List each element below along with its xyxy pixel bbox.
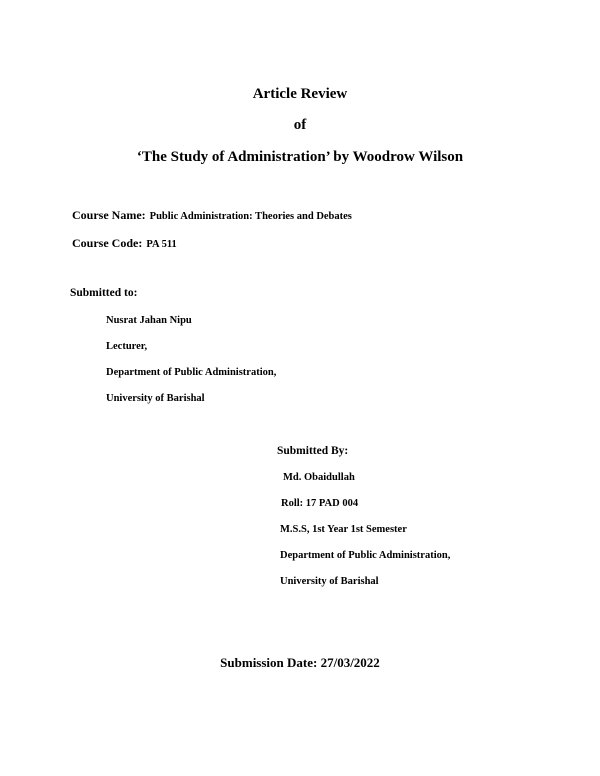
course-name-label: Course Name: [72,208,146,222]
title-line-3: ‘The Study of Administration’ by Woodrow Wilson [136,149,464,165]
submitted-to-title: Lecturer, [106,341,148,352]
submitted-by-department: Department of Public Administration, [280,550,451,561]
course-name-row [72,206,352,224]
submitted-to-department: Department of Public Administration, [106,367,277,378]
submitted-by-semester: M.S.S, 1st Year 1st Semester [280,524,407,535]
submitted-to-university: University of Barishal [106,393,205,404]
course-code-value: PA 511 [146,239,177,250]
submitted-by-heading: Submitted By: [277,445,349,457]
submission-date: Submission Date: 27/03/2022 [220,655,380,670]
submitted-by-roll: Roll: 17 PAD 004 [281,498,359,509]
course-name-value: Public Administration: Theories and Debates [149,211,352,222]
title-line-2: of [293,117,307,133]
submitted-to-heading: Submitted to: [70,287,138,299]
course-code-row [72,234,177,252]
submitted-by-university: University of Barishal [280,576,379,587]
title-line-1: Article Review [252,86,348,102]
course-code-label: Course Code: [72,236,143,250]
submitted-by-name: Md. Obaidullah [283,472,355,483]
submitted-to-name: Nusrat Jahan Nipu [106,315,192,326]
